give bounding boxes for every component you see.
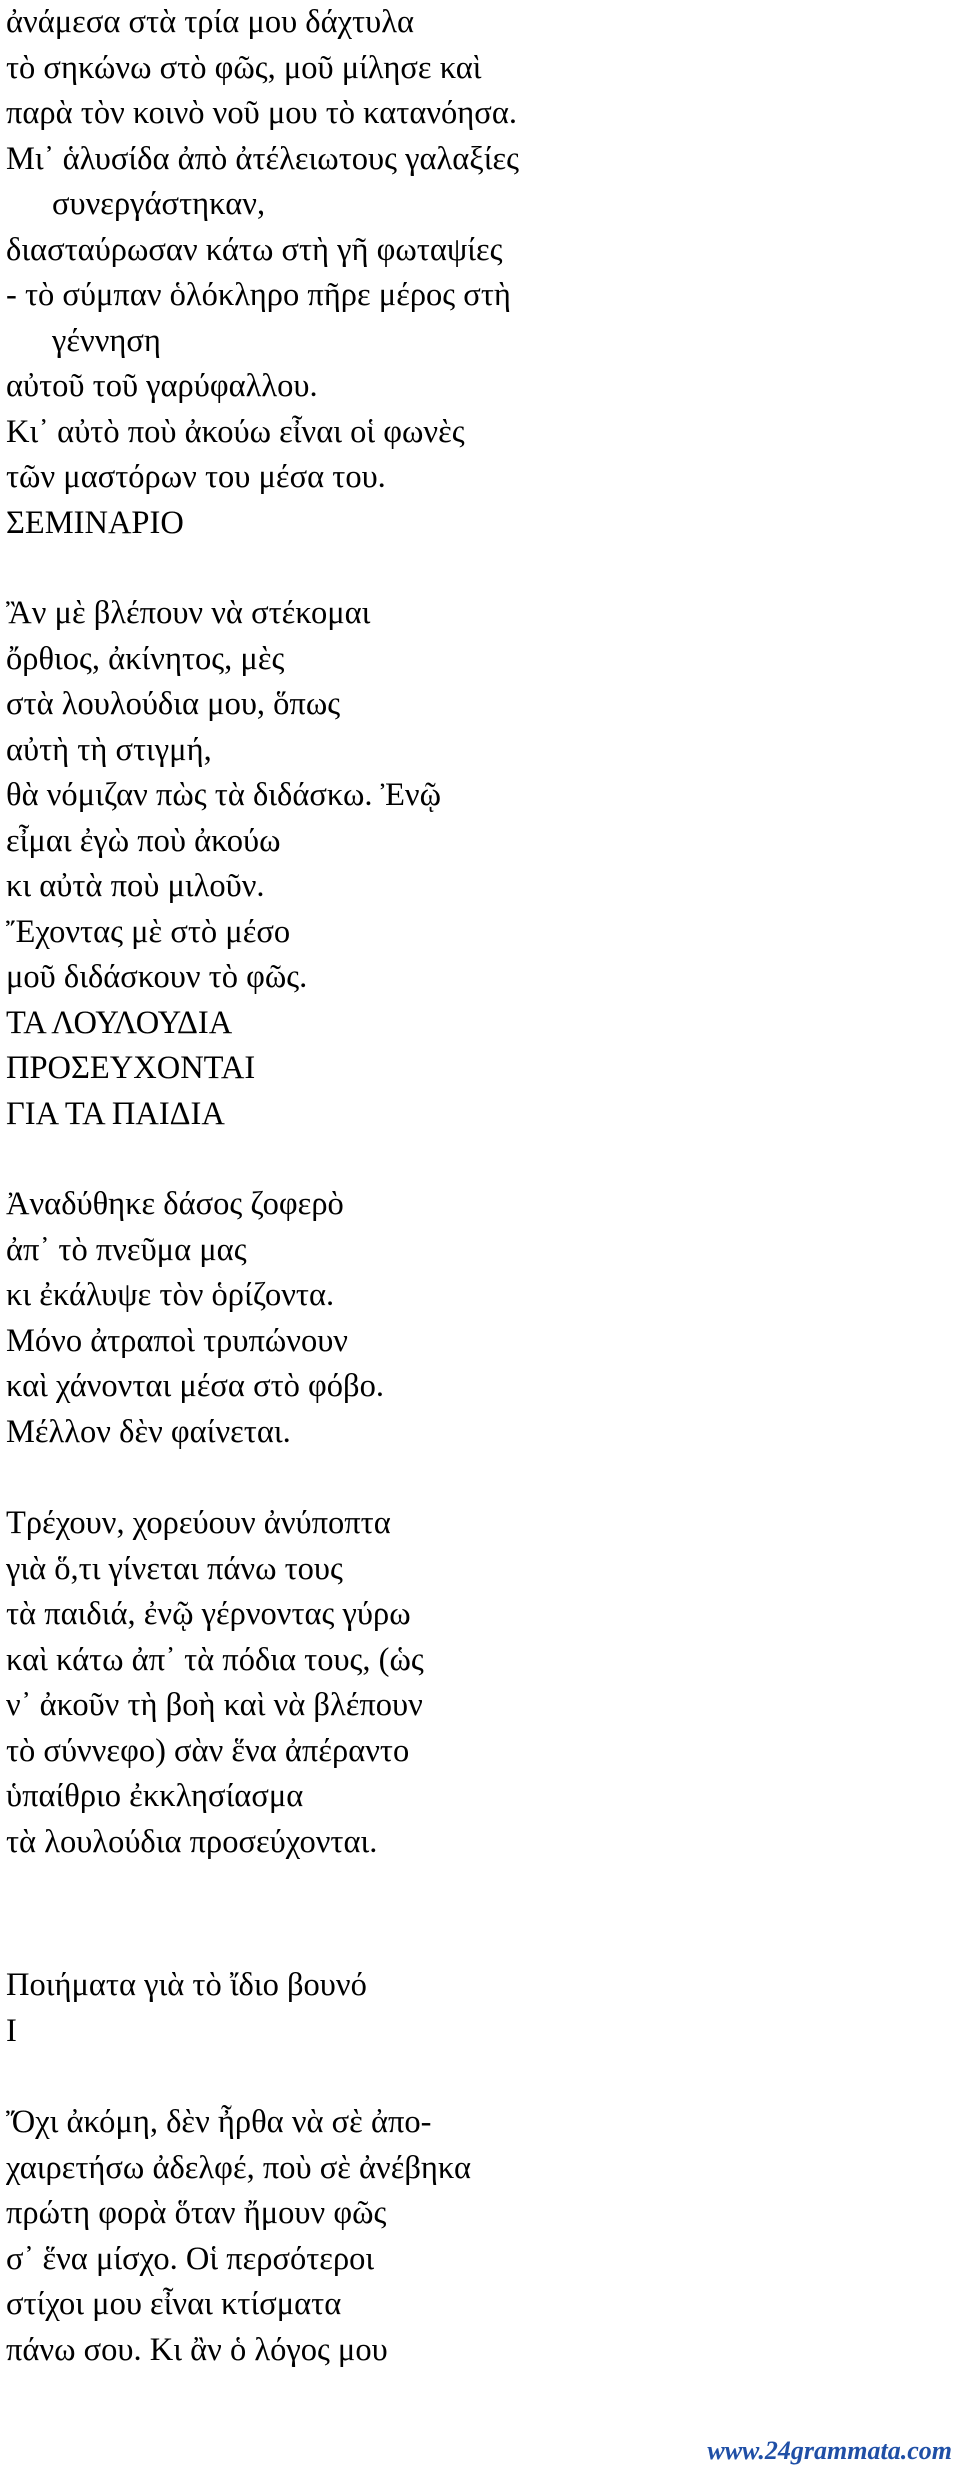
text-line: - τὸ σύμπαν ὁλόκληρο πῆρε μέρος στὴ <box>6 277 511 313</box>
text-line: ἀνάμεσα στὰ τρία μου δάχτυλα <box>6 4 414 40</box>
text-line: χαιρετήσω ἀδελφέ, ποὺ σὲ ἀνέβηκα <box>6 2149 472 2186</box>
text-line: τὸ σύννεφο) σὰν ἕνα ἀπέραντο <box>6 1732 410 1769</box>
text-line: Ὄχι ἀκόμη, δὲν ἦρθα νὰ σὲ ἀπο- <box>6 2104 432 2140</box>
text-line: εἶμαι ἐγὼ ποὺ ἀκούω <box>6 822 281 859</box>
footer-site-link[interactable]: www.24grammata.com <box>707 2436 952 2465</box>
text-line: στὰ λουλούδια μου, ὅπως <box>6 686 341 722</box>
text-line: Μόνο ἀτραποὶ τρυπώνουν <box>6 1322 348 1359</box>
text-line: Μέλλον δὲν φαίνεται. <box>6 1413 291 1450</box>
text-line: τῶν μαστόρων του μέσα του. <box>6 459 386 495</box>
text-line: συνεργάστηκαν, <box>52 186 266 222</box>
text-line: παρὰ τὸν κοινὸ νοῦ μου τὸ κατανόησα. <box>6 95 517 131</box>
text-line: Μι᾽ ἁλυσίδα ἀπὸ ἀτέλειωτους γαλαξίες <box>6 140 520 177</box>
text-line: θὰ νόμιζαν πὼς τὰ διδάσκω. Ἐνῷ <box>6 777 442 813</box>
text-line: αὐτὴ τὴ στιγμή, <box>6 731 212 768</box>
stanza-gap <box>6 1137 946 1182</box>
text-line: ΠΡΟΣΕΥΧΟΝΤΑΙ <box>6 1050 256 1086</box>
text-line: γέννηση <box>52 322 161 359</box>
text-line: κι αὐτὰ ποὺ μιλοῦν. <box>6 868 265 904</box>
stanza-gap <box>6 2054 946 2100</box>
text-line: ν᾽ ἀκοῦν τὴ βοὴ καὶ νὰ βλέπουν <box>6 1687 423 1723</box>
text-line: ΓΙΑ ΤΑ ΠΑΙΔΙΑ <box>6 1095 225 1132</box>
text-line: Ἔχοντας μὲ στὸ μέσο <box>6 913 291 950</box>
stanza-gap <box>6 1455 946 1501</box>
text-line: καὶ κάτω ἀπ᾽ τὰ πόδια τους, (ὡς <box>6 1641 424 1678</box>
document-page <box>6 0 946 2373</box>
text-line: Κι᾽ αὐτὸ ποὺ ἀκούω εἶναι οἱ φωνὲς <box>6 413 465 450</box>
stanza <box>6 0 946 546</box>
text-line: αὐτοῦ τοῦ γαρύφαλλου. <box>6 368 318 404</box>
text-line: στίχοι μου εἶναι κτίσματα <box>6 2286 342 2322</box>
text-line: ΣΕΜΙΝΑΡΙΟ <box>6 504 184 541</box>
stanza <box>6 1182 946 1455</box>
text-line: γιὰ ὅ,τι γίνεται πάνω τους <box>6 1550 343 1587</box>
stanza <box>6 1501 946 1865</box>
text-line: μοῦ διδάσκουν τὸ φῶς. <box>6 959 308 995</box>
text-line: καὶ χάνονται μέσα στὸ φόβο. <box>6 1368 384 1404</box>
text-line: τὸ σηκώνω στὸ φῶς, μοῦ μίλησε καὶ <box>6 49 482 86</box>
stanza <box>6 1963 946 2054</box>
stanza <box>6 591 946 1137</box>
text-line: ὄρθιος, ἀκίνητος, μὲς <box>6 640 285 677</box>
stanza-gap <box>6 546 946 591</box>
text-line: τὰ λουλούδια προσεύχονται. <box>6 1823 378 1860</box>
text-line: κι ἐκάλυψε τὸν ὁρίζοντα. <box>6 1277 335 1313</box>
stanza-gap <box>6 1865 946 1963</box>
text-line: σ᾽ ἕνα μίσχο. Οἱ περσότεροι <box>6 2240 375 2277</box>
text-line: τὰ παιδιά, ἐνῷ γέρνοντας γύρω <box>6 1596 411 1632</box>
text-line: Ποιήματα γιὰ τὸ ἴδιο βουνό <box>6 1967 367 2003</box>
text-line: ὑπαίθριο ἐκκλησίασμα <box>6 1778 304 1814</box>
text-line: πρώτη φορὰ ὅταν ἤμουν φῶς <box>6 2195 387 2231</box>
text-line: Ι <box>6 2012 17 2049</box>
text-line: Τρέχουν, χορεύουν ἀνύποπτα <box>6 1505 391 1541</box>
text-line: Ἀναδύθηκε δάσος ζοφερὸ <box>6 1186 344 1222</box>
text-line: ἀπ᾽ τὸ πνεῦμα μας <box>6 1231 247 1268</box>
text-line: πάνω σου. Κι ἂν ὁ λόγος μου <box>6 2331 388 2368</box>
text-line: διασταύρωσαν κάτω στὴ γῆ φωταψίες <box>6 231 503 268</box>
text-line: ΤΑ ΛΟΥΛΟΥΔΙΑ <box>6 1004 233 1041</box>
text-line: Ἂν μὲ βλέπουν νὰ στέκομαι <box>6 595 371 631</box>
stanza <box>6 2100 946 2373</box>
